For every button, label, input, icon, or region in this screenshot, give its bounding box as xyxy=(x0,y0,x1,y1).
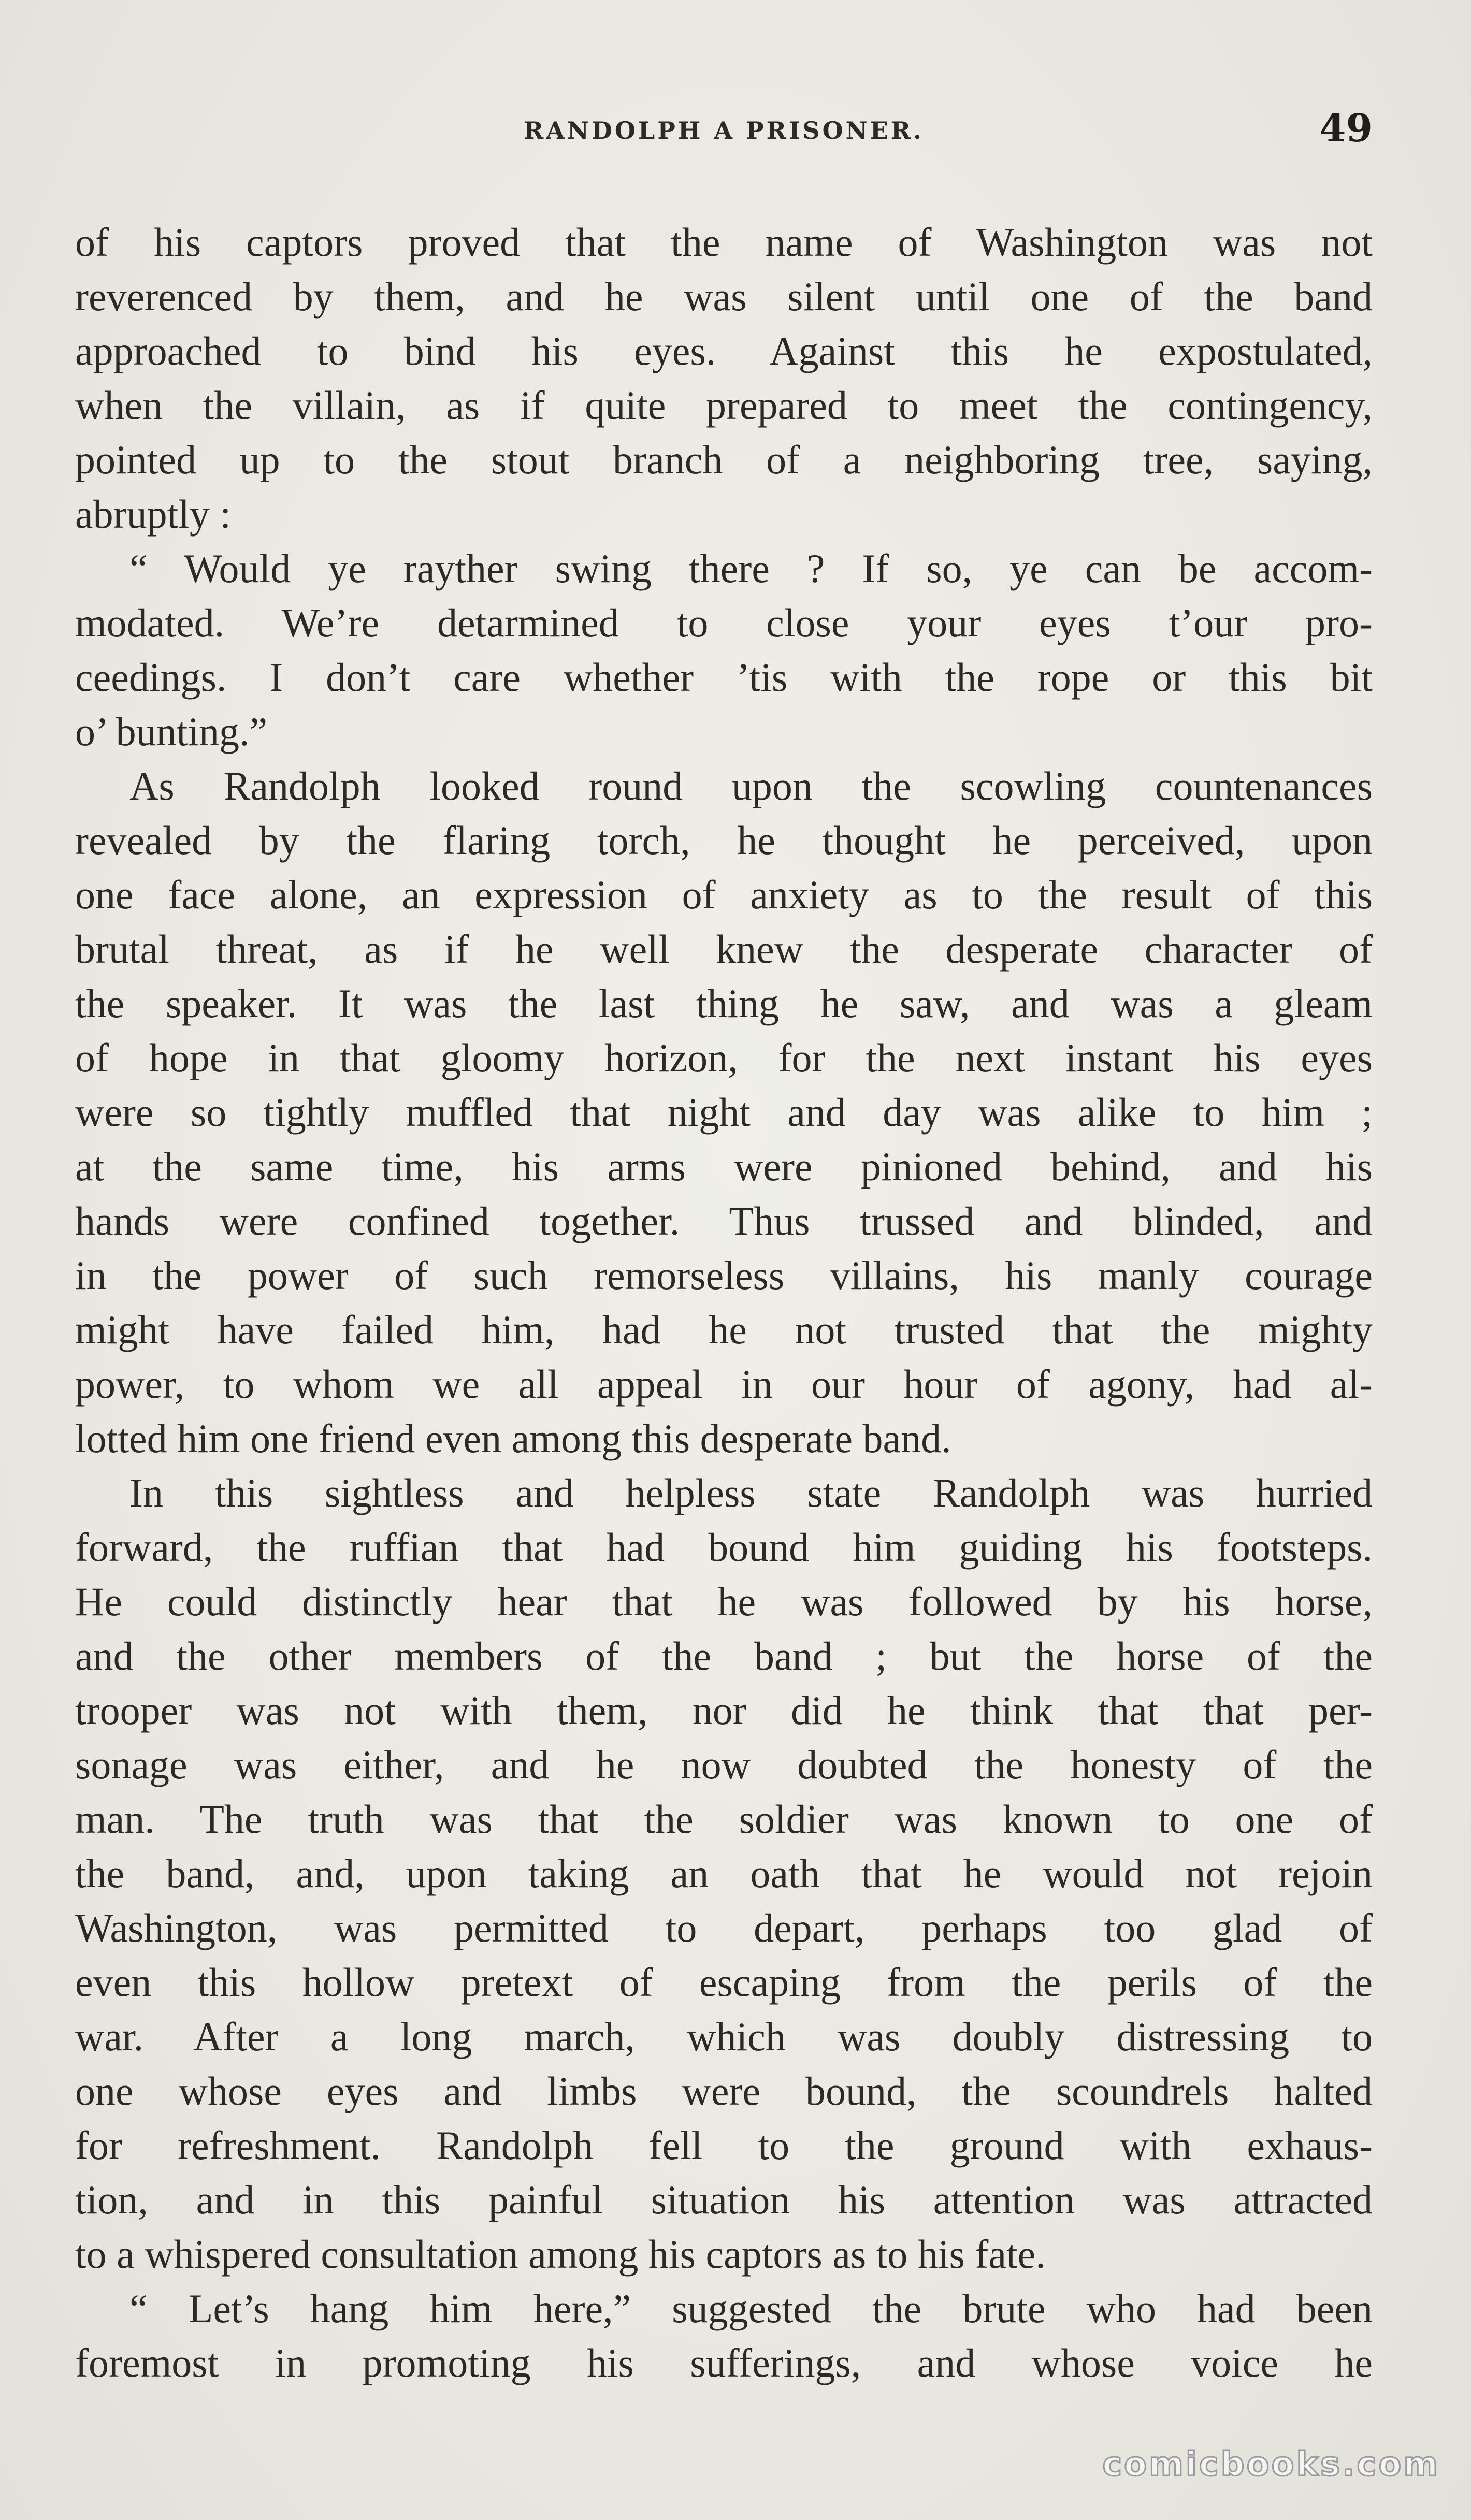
text-line: trooper was not with them, nor did he think that that per- xyxy=(75,1688,1373,1733)
watermark: comicbooks.com xyxy=(1102,2445,1440,2484)
page-number: 49 xyxy=(1319,106,1373,151)
text-line: of his captors proved that the name of Washington was not xyxy=(75,220,1373,265)
text-line: hands were confined together. Thus trussed and blinded, and xyxy=(75,1198,1373,1243)
text-line: man. The truth was that the soldier was known to one of xyxy=(75,1797,1373,1842)
text-line: to a whispered consultation among his captors as to his fate. xyxy=(75,2232,1046,2277)
text-line: one face alone, an expression of anxiety as to the result of this xyxy=(75,872,1373,917)
text-line: tion, and in this painful situation his attention was attracted xyxy=(75,2177,1373,2222)
text-line: sonage was either, and he now doubted the honesty of the xyxy=(75,1742,1373,1787)
text-line: brutal threat, as if he well knew the desperate character of xyxy=(75,926,1373,972)
text-line: forward, the ruffian that had bound him guiding his footsteps. xyxy=(75,1525,1373,1570)
text-line: reverenced by them, and he was silent until one of the band xyxy=(75,274,1373,319)
text-line: As Randolph looked round upon the scowling countenances xyxy=(129,763,1373,808)
text-line: pointed up to the stout branch of a neighboring tree, saying, xyxy=(75,437,1373,482)
text-line: when the villain, as if quite prepared to meet the contingency, xyxy=(75,383,1373,428)
text-line: “ Would ye rayther swing there ? If so, ye can be accom- xyxy=(129,546,1373,591)
text-line: even this hollow pretext of escaping from the perils of the xyxy=(75,1960,1373,2005)
text-line: “ Let’s hang him here,” suggested the brute who had been xyxy=(129,2286,1373,2331)
text-line: power, to whom we all appeal in our hour of agony, had al- xyxy=(75,1362,1373,1407)
text-line: for refreshment. Randolph fell to the ground with exhaus- xyxy=(75,2123,1373,2168)
text-line: modated. We’re detarmined to close your eyes t’our pro- xyxy=(75,600,1373,645)
text-line: approached to bind his eyes. Against this he expostulated, xyxy=(75,328,1373,373)
text-line: might have failed him, had he not trusted that the mighty xyxy=(75,1307,1373,1352)
text-line: ceedings. I don’t care whether ’tis with the rope or this bit xyxy=(75,655,1373,700)
text-line: lotted him one friend even among this desperate band. xyxy=(75,1416,951,1461)
body-text xyxy=(75,215,1373,2390)
page-header xyxy=(75,106,1373,168)
text-line: the band, and, upon taking an oath that he would not rejoin xyxy=(75,1851,1373,1896)
text-line: and the other members of the band ; but the horse of the xyxy=(75,1633,1373,1678)
text-line: revealed by the flaring torch, he thought he perceived, upon xyxy=(75,818,1373,863)
text-line: one whose eyes and limbs were bound, the scoundrels halted xyxy=(75,2068,1373,2113)
text-line: war. After a long march, which was doubly distressing to xyxy=(75,2014,1373,2059)
text-line: o’ bunting.” xyxy=(75,709,268,754)
text-line: the speaker. It was the last thing he saw, and was a gleam xyxy=(75,981,1373,1026)
text-line: foremost in promoting his sufferings, and whose voice he xyxy=(75,2340,1373,2385)
text-line: Washington, was permitted to depart, perhaps too glad of xyxy=(75,1905,1373,1950)
text-line: were so tightly muffled that night and day was alike to him ; xyxy=(75,1090,1373,1135)
text-line: In this sightless and helpless state Randolph was hurried xyxy=(129,1470,1373,1515)
text-line: He could distinctly hear that he was followed by his horse, xyxy=(75,1579,1373,1624)
text-line: in the power of such remorseless villains, his manly courage xyxy=(75,1253,1373,1298)
running-head: RANDOLPH A PRISONER. xyxy=(523,117,925,144)
text-line: abruptly : xyxy=(75,491,232,537)
text-line: of hope in that gloomy horizon, for the next instant his eyes xyxy=(75,1035,1373,1080)
text-line: at the same time, his arms were pinioned behind, and his xyxy=(75,1144,1373,1189)
